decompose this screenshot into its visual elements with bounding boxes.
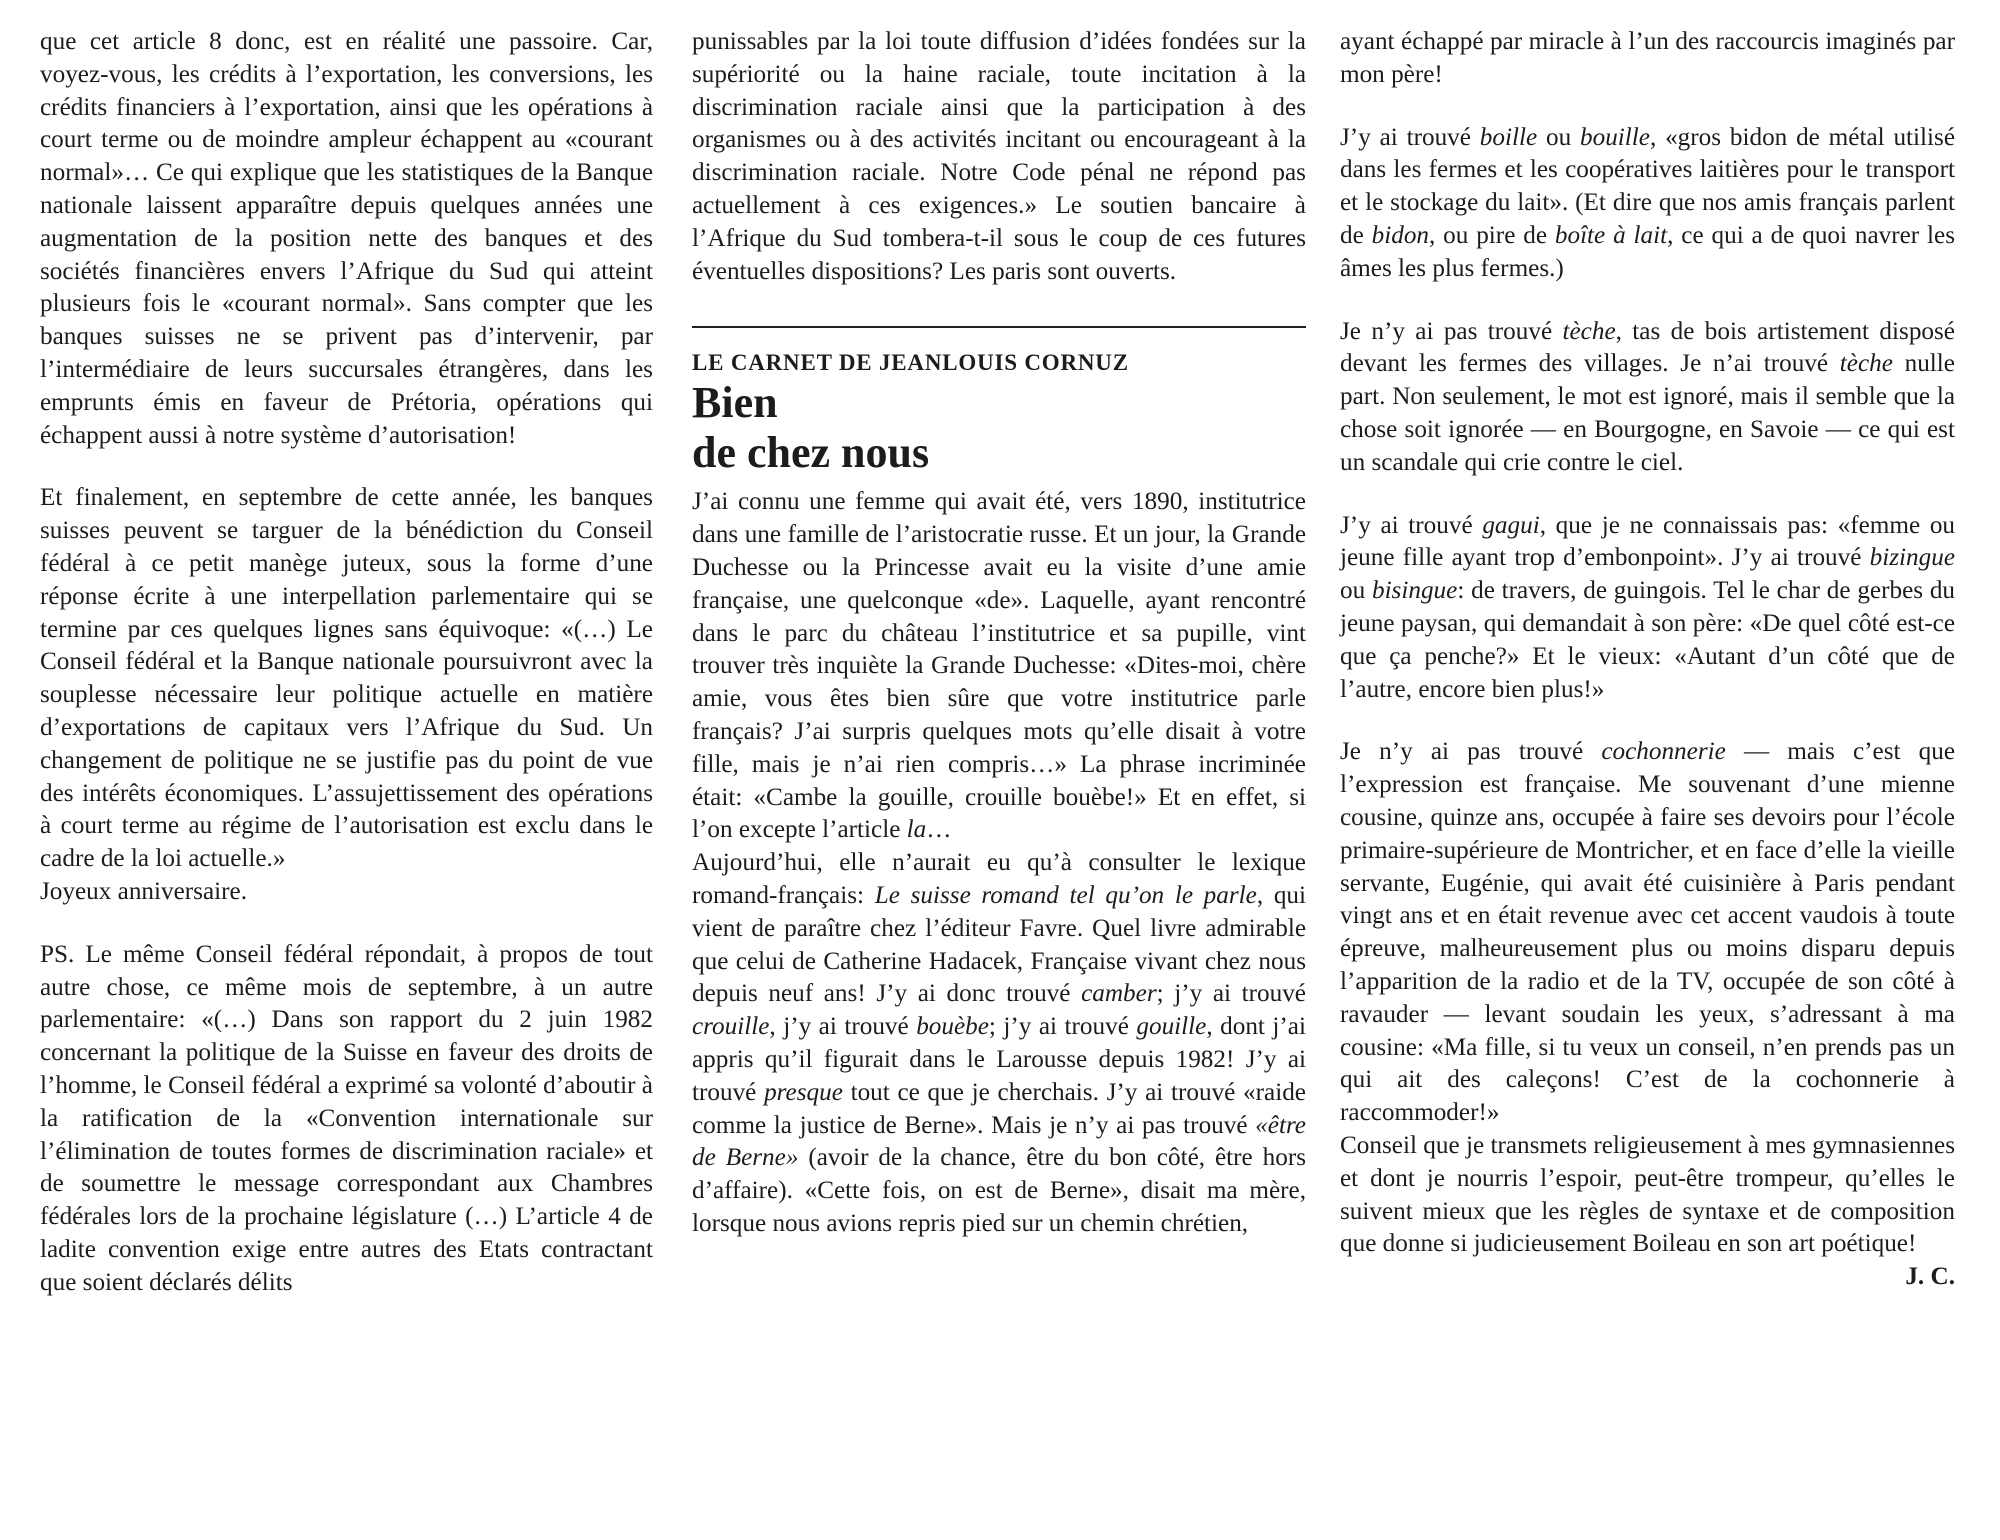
emphasis: presque	[764, 1078, 843, 1106]
book-title: Le suisse romand tel qu’on le parle	[874, 881, 1257, 909]
paragraph: J’y ai trouvé boille ou bouille, «gros bidon de métal utilisé dans les fermes et les coopératives laitières pour le transport et le stockage du lait». (Et dire que nos amis français parlent de bidon, ou pire de boîte à lait, ce qui a de quoi navrer les âmes les plus fermes.)	[1340, 123, 1956, 282]
emphasis: cochonnerie	[1601, 738, 1726, 766]
article-headline	[692, 378, 1306, 478]
paragraph: Aujourd’hui, elle n’aurait eu qu’à consulter le lexique romand-français: Le suisse romand tel qu’on le parle, qui vient de paraître chez l’éditeur Favre. Quel livre admirable que celui de Catherine Hadacek, Française vivant chez nous depuis neuf ans! J’y ai donc trouvé camber; j’y ai trouvé crouille, j’y ai trouvé bouèbe; j’y ai trouvé gouille, dont j’ai appris qu’il figurait dans le Larousse depuis 1982! J’y ai trouvé presque tout ce que je cherchais. J’y ai trouvé «raide comme la justice de Berne». Mais je n’y ai pas trouvé «être de Berne» (avoir de la chance, être du bon côté, être hors d’affaire). «Cette fois, on est de Berne», disait ma mère, lorsque nous avions repris pied sur un chemin chrétien,	[692, 849, 1307, 1237]
paragraph: Je n’y ai pas trouvé tèche, tas de bois artistement disposé devant les fermes des villages. Je n’ai trouvé tèche nulle part. Non seulement, le mot est ignoré, mais il semble que la chose soit ignorée — en Bourgogne, en Savoie — ce qui est un scandale qui crie contre le ciel.	[1340, 317, 1955, 476]
emphasis: gouille	[1136, 1013, 1207, 1041]
paragraph: ayant échappé par miracle à l’un des raccourcis imaginés par mon père!	[1340, 28, 1955, 88]
paragraph: J’ai connu une femme qui avait été, vers 1890, institutrice dans une famille de l’aristocratie russe. Et un jour, la Grande Duchesse ou la Princesse avait eu la visite d’une amie française, une quelconque «de». Laquelle, ayant rencontré dans le parc du château l’institutrice et sa pupille, vint trouver très inquiète la Grande Duchesse: «Dites-moi, chère amie, vous êtes bien sûre que votre institutrice parle français? J’ai surpris quelques mots qu’elle disait à votre fille, mais je n’ai rien compris…» La phrase incriminée était: «Cambe la gouille, crouille bouèbe!» Et en effet, si l’on excepte l’article la…	[692, 488, 1306, 844]
headline-line-1: Bien	[692, 378, 778, 428]
paragraph: J’y ai trouvé gagui, que je ne connaissais pas: «femme ou jeune fille ayant trop d’embonpoint». J’y ai trouvé bizingue ou bisingue: de travers, de guingois. Tel le char de gerbes du jeune paysan, qui demandait à son père: «De quel côté est-ce que ça penche?» Et le vieux: «Autant d’un côté que de l’autre, encore bien plus!»	[1340, 511, 1956, 703]
column-middle	[692, 26, 1306, 1241]
paragraph: punissables par la loi toute diffusion d’idées fondées sur la supériorité ou la haine raciale, toute incitation à la discrimination raciale ainsi que la participation à des organismes ou à des activités incitant ou encourageant à la discrimination raciale. Notre Code pénal ne répond pas actuellement à ces exigences.» Le soutien bancaire à l’Afrique du Sud tombera-t-il sous le coup de ces futures éventuelles dispositions? Les paris sont ouverts.	[692, 28, 1306, 285]
column-right	[1340, 26, 1955, 1294]
emphasis: gagui	[1482, 511, 1540, 539]
paragraph: Et finalement, en septembre de cette année, les banques suisses peuvent se targuer de la bénédiction du Conseil fédéral à ce petit manège juteux, sous la forme d’une réponse écrite à une interpellation parlementaire qui se termine par ces quelques lignes sans équivoque: «(…) Le Conseil fédéral et la Banque nationale poursuivront avec la souplesse nécessaire leur politique actuelle en matière d’exportations de capitaux vers l’Afrique du Sud. Un changement de politique ne se justifie pas du point de vue des intérêts économiques. L’assujettissement des opérations à court terme au régime de l’autorisation est exclu dans le cadre de la loi actuelle.»	[40, 484, 653, 873]
column-kicker: LE CARNET DE JEANLOUIS CORNUZ	[692, 350, 1129, 376]
paragraph: Je n’y ai pas trouvé cochonnerie — mais c’est que l’expression est française. Me souvenant d’une mienne cousine, quinze ans, occupée à faire ses devoirs pour l’école primaire-supérieure de Montricher, et en face d’elle la vieille servante, Eugénie, qui avait été cuisinière à Paris pendant vingt ans et en était revenue avec cet accent vaudois à toute épreuve, malheureusement plus ou moins disparu depuis l’apparition de la radio et de la TV, occupée de son côté à ravauder — levant soudain les yeux, s’adressant à ma cousine: «Ma fille, si tu veux un conseil, n’en prends pas un qui ait des caleçons! C’est de la cochonnerie à raccommoder!»	[1340, 738, 1956, 1127]
column-left	[40, 26, 653, 1299]
author-signature: J. C.	[1905, 1263, 1955, 1291]
emphasis: tèche	[1562, 317, 1616, 345]
section-divider	[692, 326, 1306, 328]
headline-line-2: de chez nous	[692, 428, 930, 478]
emphasis: boille	[1479, 123, 1538, 151]
emphasis: crouille	[692, 1013, 770, 1041]
emphasis: boîte à lait	[1554, 221, 1668, 249]
closing-line: Joyeux anniversaire.	[40, 877, 248, 905]
paragraph: Conseil que je transmets religieusement à mes gymnasiennes et dont je nourris l’espoir, peut-être trompeur, qu’elles le suivent mieux que les règles de syntaxe et de composition que donne si judicieusement Boileau en son art poétique!	[1340, 1131, 1955, 1258]
emphasis: tèche	[1839, 350, 1893, 378]
paragraph: que cet article 8 donc, est en réalité une passoire. Car, voyez-vous, les crédits à l’exportation, les conversions, les crédits financiers à l’exportation, ainsi que les opérations à court terme ou de moindre ampleur échappent au «courant normal»… Ce qui explique que les statistiques de la Banque nationale laissent apparaître depuis quelques années une augmentation de la position nette des banques et des sociétés financières envers l’Afrique du Sud qui atteint plusieurs fois le «courant normal». Sans compter que les banques suisses ne se privent pas d’intervenir, par l’intermédiaire de leurs succursales étrangères, dans les emprunts émis en faveur de Prétoria, opérations qui échappent aussi à notre système d’autorisation!	[40, 28, 653, 449]
postscript-paragraph: PS. Le même Conseil fédéral répondait, à propos de tout autre chose, ce même mois de septembre, à un autre parlementaire: «(…) Dans son rapport du 2 juin 1982 concernant la politique de la Suisse en faveur des droits de l’homme, le Conseil fédéral a exprimé sa volonté d’aboutir à la ratification de la «Convention internationale sur l’élimination de toutes formes de discrimination raciale» et de soumettre le message correspondant aux Chambres fédérales lors de la prochaine législature (…) L’article 4 de ladite convention exige entre autres des Etats contractant que soient déclarés délits	[40, 940, 653, 1296]
emphasis: «être de Berne»	[692, 1111, 1306, 1172]
emphasis: camber	[1081, 980, 1157, 1008]
emphasis: bidon	[1371, 221, 1430, 249]
emphasis: bouèbe	[916, 1013, 989, 1041]
emphasis: bizingue	[1869, 544, 1955, 572]
emphasis: bouille	[1580, 123, 1650, 151]
emphasis: bisingue	[1371, 577, 1458, 605]
emphasis: la	[906, 816, 927, 844]
